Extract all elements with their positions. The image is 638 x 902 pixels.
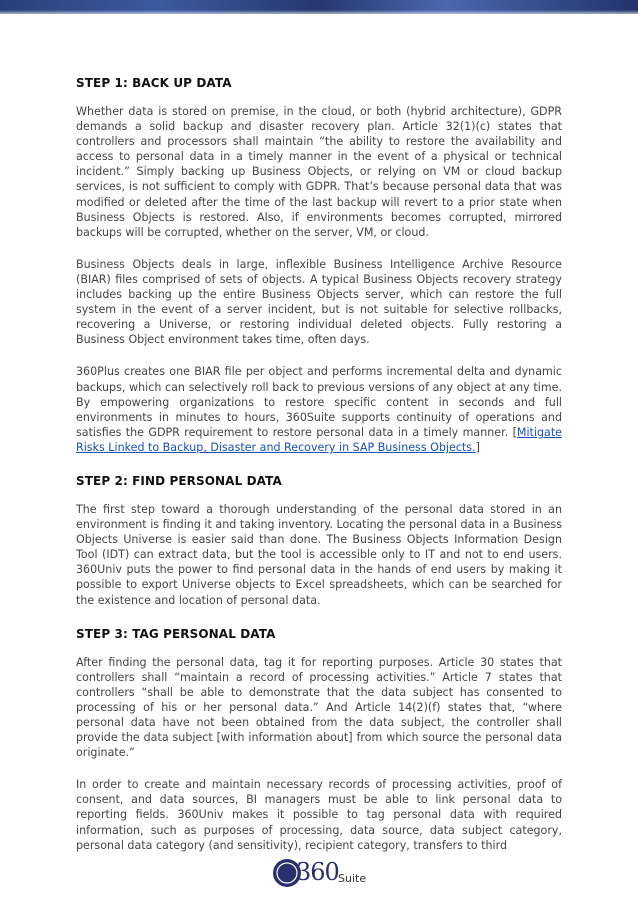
backup-recovery-link[interactable]: Mitigate Risks Linked to Backup, Disaster and Recovery in SAP Business Objects. [76, 425, 562, 454]
logo-word: Suite [338, 872, 367, 885]
step1-heading: STEP 1: BACK UP DATA [76, 76, 232, 90]
link-bracket-open: [ [512, 425, 517, 439]
step1-paragraph-1: Whether data is stored on premise, in the cloud, or both (hybrid architecture), GDPR demands a solid backup and disaster recovery plan. Article 32(1)(c) states that controllers and processors shall maintain “the ability to restore the availability and access to personal data in a timely manner in the event of a physical or technical incident.” Simply backing up Business Objects, or relying on VM or cloud backup services, is not sufficient to comply with GDPR. That’s because personal data that was modified or deleted after the time of the last backup will revert to a prior state when Business Objects is restored. Also, if environments becomes corrupted, mirrored backups will be corrupted, whether on the server, VM, or cloud. [76, 105, 562, 239]
header-banner [0, 0, 638, 14]
step2-heading: STEP 2: FIND PERSONAL DATA [76, 473, 282, 488]
step3-paragraph-1: After finding the personal data, tag it for reporting purposes. Article 30 states that controllers shall “maintain a record of processing activities.” Article 7 states that controllers “shall be able to demonstrate that the data subject has consented to processing of his or her personal data.” And Article 14(2)(f) states that, “where personal data have not been obtained from the data subject, the controller shall provide the data subject [with information about] from which source the personal data originate.” [76, 655, 562, 760]
step1-paragraph-2: Business Objects deals in large, inflexible Business Intelligence Archive Resource (BIAR) files comprised of sets of objects. A typical Business Objects recovery strategy includes backing up the entire Business Objects server, which can restore the full system in the event of a server incident, but is not suitable for selective rollbacks, recovering a Universe, or restoring individual deleted objects. Fully restoring a Business Object environment takes time, often days. [76, 257, 562, 347]
link-bracket-close: ] [475, 440, 480, 454]
step3-heading: STEP 3: TAG PERSONAL DATA [76, 626, 276, 641]
logo-number: 360 [296, 858, 339, 886]
360suite-logo [272, 852, 372, 892]
step1-paragraph-3 [76, 364, 562, 455]
step1-paragraph-3-text: 360Plus creates one BIAR file per object and performs incremental delta and dynamic backups, which can selectively roll back to previous versions of any object at any time. By empowering organizations to restore specific content in seconds and full environments in minutes to hours, 360Suite supports continuity of operations and satisfies the GDPR requirement to restore personal data in a timely manner. [76, 365, 562, 439]
step3-paragraph-2: In order to create and maintain necessary records of processing activities, proof of consent, and data sources, BI managers must be able to link personal data to reporting fields. 360Univ makes it possible to tag personal data with required information, such as purposes of processing, data source, data subject category, personal data category (and sensitivity), recipient category, transfers to third [76, 778, 562, 852]
step2-paragraph-1: The first step toward a thorough understanding of the personal data stored in an environment is finding it and taking inventory. Locating the personal data in a Business Objects Universe is easier said than done. The Business Objects Information Design Tool (IDT) can extract data, but the tool is accessible only to IT and not to end users. 360Univ puts the power to find personal data in the hands of end users by making it possible to export Universe objects to Excel spreadsheets, which can be searched for the existence and location of personal data. [76, 502, 562, 607]
document-body [76, 74, 562, 870]
